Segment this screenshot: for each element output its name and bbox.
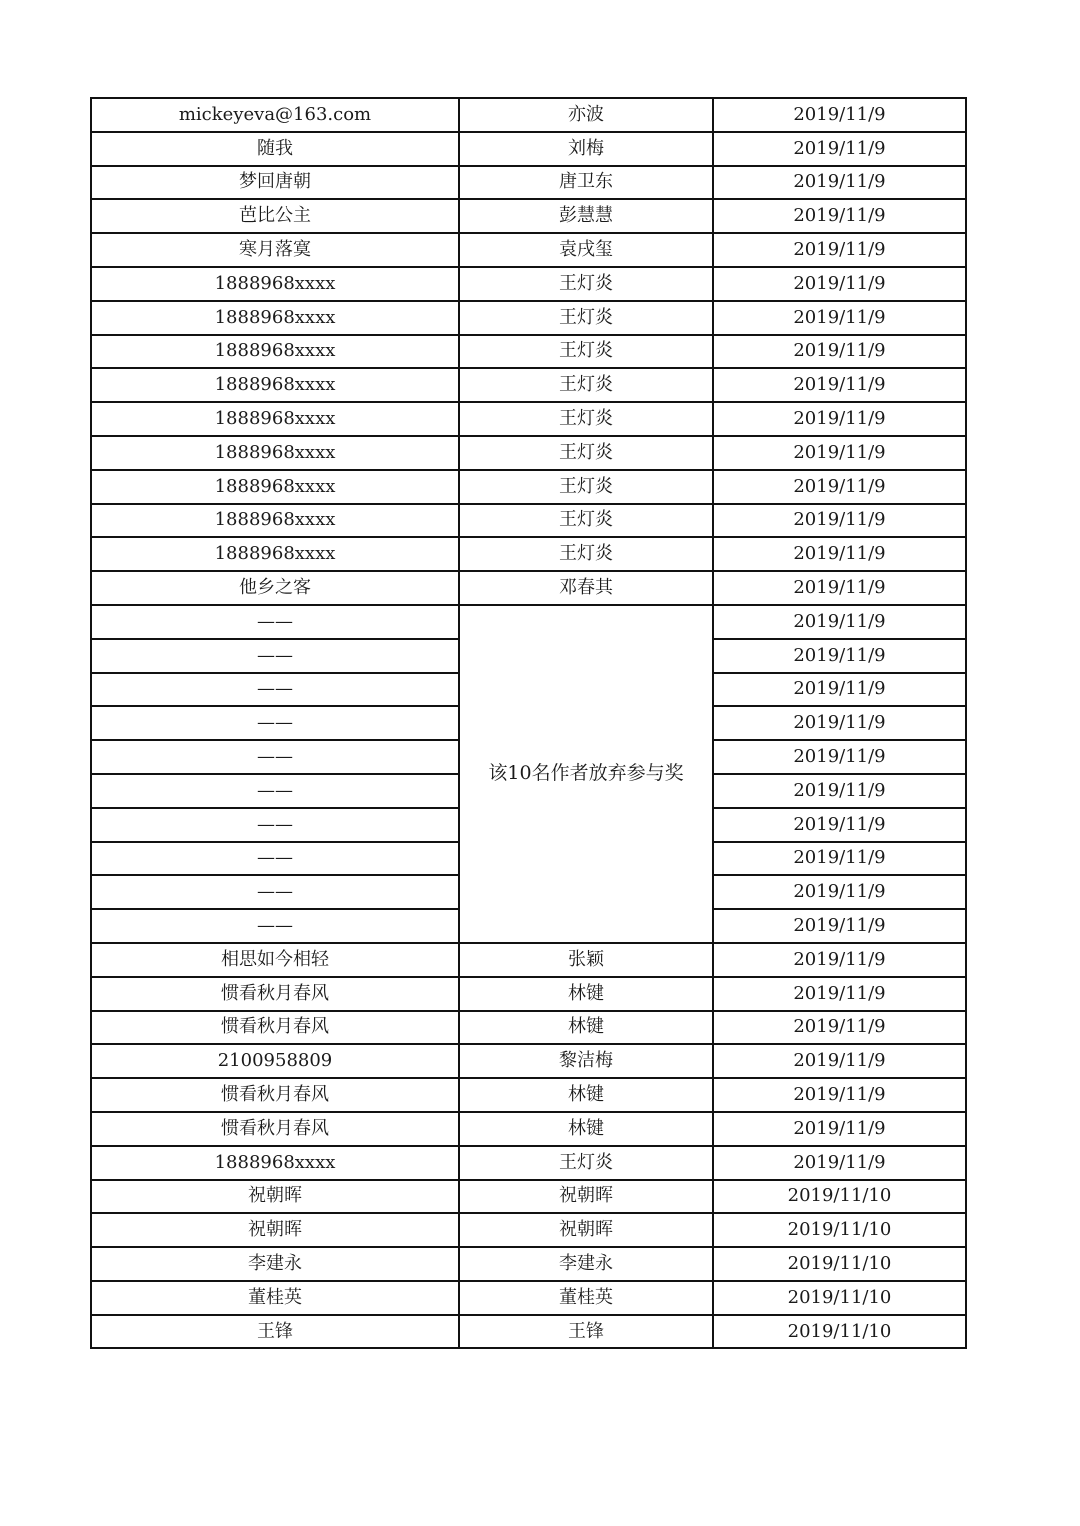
nickname-cell: 随我 (91, 132, 459, 166)
nickname-cell: 李建永 (91, 1247, 459, 1281)
table-row (91, 402, 966, 436)
author-name-cell: 王灯炎 (459, 537, 713, 571)
table-row (91, 1315, 966, 1349)
nickname-cell: 1888968xxxx (91, 368, 459, 402)
nickname-cell: 相思如今相轻 (91, 943, 459, 977)
nickname-cell: —— (91, 774, 459, 808)
table-row (91, 470, 966, 504)
date-cell: 2019/11/9 (713, 639, 966, 673)
table-row (91, 1281, 966, 1315)
table-row (91, 1247, 966, 1281)
nickname-cell: —— (91, 909, 459, 943)
date-cell: 2019/11/9 (713, 436, 966, 470)
nickname-cell: 1888968xxxx (91, 470, 459, 504)
table-row (91, 1011, 966, 1045)
table-row (91, 605, 966, 639)
date-cell: 2019/11/9 (713, 774, 966, 808)
table-row (91, 436, 966, 470)
date-cell: 2019/11/9 (713, 233, 966, 267)
nickname-cell: 1888968xxxx (91, 436, 459, 470)
table-row (91, 98, 966, 132)
date-cell: 2019/11/10 (713, 1180, 966, 1214)
date-cell: 2019/11/9 (713, 166, 966, 200)
table-row (91, 1112, 966, 1146)
nickname-cell: 惯看秋月春风 (91, 977, 459, 1011)
table-row (91, 571, 966, 605)
nickname-cell: 他乡之客 (91, 571, 459, 605)
nickname-cell: —— (91, 605, 459, 639)
nickname-cell: —— (91, 808, 459, 842)
nickname-cell: 寒月落寞 (91, 233, 459, 267)
date-cell: 2019/11/10 (713, 1281, 966, 1315)
table-row (91, 504, 966, 538)
date-cell: 2019/11/9 (713, 301, 966, 335)
nickname-cell: 2100958809 (91, 1044, 459, 1078)
author-name-cell: 王灯炎 (459, 402, 713, 436)
nickname-cell: 芭比公主 (91, 199, 459, 233)
author-name-cell: 彭慧慧 (459, 199, 713, 233)
table-row (91, 132, 966, 166)
nickname-cell: 惯看秋月春风 (91, 1011, 459, 1045)
nickname-cell: 惯看秋月春风 (91, 1112, 459, 1146)
table-row (91, 301, 966, 335)
date-cell: 2019/11/9 (713, 1146, 966, 1180)
date-cell: 2019/11/9 (713, 977, 966, 1011)
author-name-cell: 林键 (459, 1078, 713, 1112)
author-name-cell: 祝朝晖 (459, 1180, 713, 1214)
date-cell: 2019/11/9 (713, 1112, 966, 1146)
date-cell: 2019/11/9 (713, 267, 966, 301)
date-cell: 2019/11/9 (713, 402, 966, 436)
author-name-cell: 袁戌玺 (459, 233, 713, 267)
date-cell: 2019/11/10 (713, 1213, 966, 1247)
author-name-cell: 王锋 (459, 1315, 713, 1349)
date-cell: 2019/11/9 (713, 571, 966, 605)
date-cell: 2019/11/9 (713, 706, 966, 740)
nickname-cell: 1888968xxxx (91, 335, 459, 369)
nickname-cell: 1888968xxxx (91, 402, 459, 436)
table-row (91, 977, 966, 1011)
author-name-cell: 王灯炎 (459, 335, 713, 369)
nickname-cell: 祝朝晖 (91, 1213, 459, 1247)
author-name-cell: 亦波 (459, 98, 713, 132)
author-name-cell: 林键 (459, 1011, 713, 1045)
table-row (91, 368, 966, 402)
date-cell: 2019/11/10 (713, 1315, 966, 1349)
date-cell: 2019/11/10 (713, 1247, 966, 1281)
nickname-cell: 1888968xxxx (91, 1146, 459, 1180)
author-name-cell: 王灯炎 (459, 301, 713, 335)
nickname-cell: —— (91, 673, 459, 707)
author-name-cell: 林键 (459, 977, 713, 1011)
table-row (91, 1044, 966, 1078)
author-name-cell: 董桂英 (459, 1281, 713, 1315)
date-cell: 2019/11/9 (713, 1011, 966, 1045)
date-cell: 2019/11/9 (713, 808, 966, 842)
author-name-cell: 黎洁梅 (459, 1044, 713, 1078)
table-row (91, 943, 966, 977)
table-row (91, 233, 966, 267)
table-row (91, 537, 966, 571)
date-cell: 2019/11/9 (713, 1044, 966, 1078)
author-name-cell: 唐卫东 (459, 166, 713, 200)
date-cell: 2019/11/9 (713, 132, 966, 166)
table-row (91, 1213, 966, 1247)
date-cell: 2019/11/9 (713, 875, 966, 909)
date-cell: 2019/11/9 (713, 368, 966, 402)
date-cell: 2019/11/9 (713, 335, 966, 369)
table-row (91, 335, 966, 369)
author-name-cell: 刘梅 (459, 132, 713, 166)
date-cell: 2019/11/9 (713, 1078, 966, 1112)
table-row (91, 1180, 966, 1214)
date-cell: 2019/11/9 (713, 842, 966, 876)
table-row (91, 166, 966, 200)
winners-table (90, 97, 967, 1349)
nickname-cell: 惯看秋月春风 (91, 1078, 459, 1112)
nickname-cell: —— (91, 639, 459, 673)
waiver-note-cell: 该10名作者放弃参与奖 (459, 605, 713, 943)
date-cell: 2019/11/9 (713, 537, 966, 571)
nickname-cell: 1888968xxxx (91, 301, 459, 335)
nickname-cell: 1888968xxxx (91, 537, 459, 571)
nickname-cell: 梦回唐朝 (91, 166, 459, 200)
table-row (91, 199, 966, 233)
nickname-cell: —— (91, 875, 459, 909)
author-name-cell: 林键 (459, 1112, 713, 1146)
date-cell: 2019/11/9 (713, 943, 966, 977)
nickname-cell: 1888968xxxx (91, 267, 459, 301)
author-name-cell: 祝朝晖 (459, 1213, 713, 1247)
date-cell: 2019/11/9 (713, 199, 966, 233)
author-name-cell: 王灯炎 (459, 504, 713, 538)
date-cell: 2019/11/9 (713, 740, 966, 774)
nickname-cell: —— (91, 740, 459, 774)
author-name-cell: 王灯炎 (459, 436, 713, 470)
author-name-cell: 王灯炎 (459, 470, 713, 504)
author-name-cell: 邓春其 (459, 571, 713, 605)
nickname-cell: 董桂英 (91, 1281, 459, 1315)
nickname-cell: mickeyeva@163.com (91, 98, 459, 132)
nickname-cell: 1888968xxxx (91, 504, 459, 538)
table-row (91, 1146, 966, 1180)
nickname-cell: —— (91, 706, 459, 740)
nickname-cell: 祝朝晖 (91, 1180, 459, 1214)
date-cell: 2019/11/9 (713, 673, 966, 707)
date-cell: 2019/11/9 (713, 909, 966, 943)
table-row (91, 267, 966, 301)
date-cell: 2019/11/9 (713, 470, 966, 504)
nickname-cell: 王锋 (91, 1315, 459, 1349)
author-name-cell: 王灯炎 (459, 1146, 713, 1180)
author-name-cell: 张颖 (459, 943, 713, 977)
date-cell: 2019/11/9 (713, 98, 966, 132)
author-name-cell: 李建永 (459, 1247, 713, 1281)
date-cell: 2019/11/9 (713, 605, 966, 639)
author-name-cell: 王灯炎 (459, 267, 713, 301)
table-row (91, 1078, 966, 1112)
author-name-cell: 王灯炎 (459, 368, 713, 402)
date-cell: 2019/11/9 (713, 504, 966, 538)
document-page (90, 97, 965, 1349)
nickname-cell: —— (91, 842, 459, 876)
